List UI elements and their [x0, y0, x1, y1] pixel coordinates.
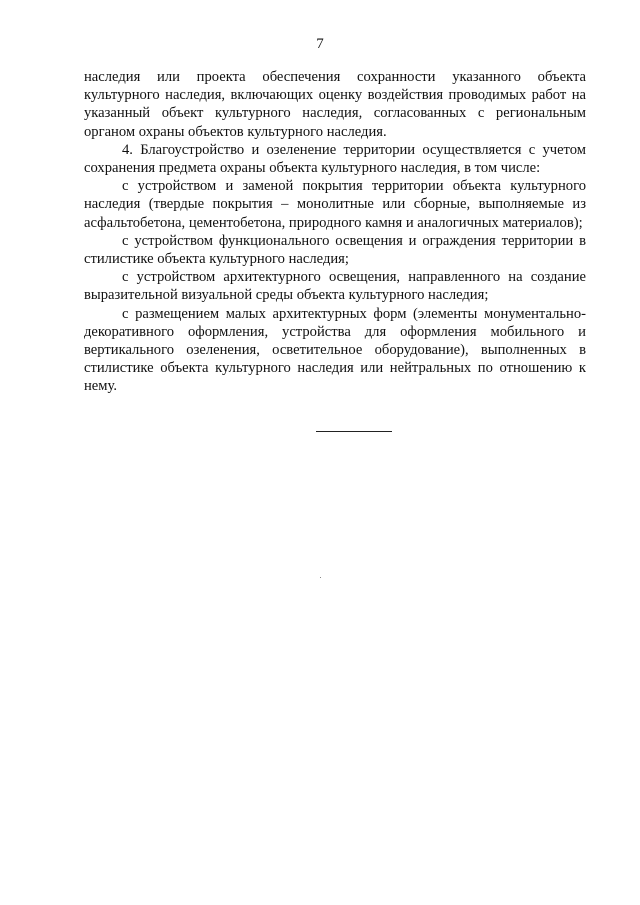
paragraph-item-4: 4. Благоустройство и озеленение территории осуществляется с учетом сохранения предмета охраны объекта культурного наследия, в том числе: [84, 141, 586, 177]
paragraph-pavement: с устройством и заменой покрытия территории объекта культурного наследия (твердые покрытия – монолитные или сборные, выполняемые из асфальтобетона, цементобетона, природного камня и аналогичных материалов); [84, 178, 586, 231]
paragraph-continuation: наследия или проекта обеспечения сохранности указанного объекта культурного наследия, включающих оценку воздействия проводимых работ на указанный объект культурного наследия, согласованных с региональным органом охраны объектов культурного наследия. [84, 69, 586, 140]
paragraph-functional-lighting: с устройством функционального освещения и ограждения территории в стилистике объекта культурного наследия; [84, 232, 586, 268]
page-number: 7 [316, 36, 324, 52]
end-of-document-rule [316, 431, 392, 432]
document-body [84, 68, 586, 396]
scan-speck [320, 577, 321, 578]
paragraph-small-architectural-forms: с размещением малых архитектурных форм (элементы монументально-декоративного оформления, устройства для оформления мобильного и вертикального озеленения, осветительное оборудование), выполненных в стилистике объекта культурного наследия или нейтральных по отношению к нему. [84, 305, 586, 395]
paragraph-architectural-lighting: с устройством архитектурного освещения, направленного на создание выразительной визуальной среды объекта культурного наследия; [84, 269, 586, 304]
